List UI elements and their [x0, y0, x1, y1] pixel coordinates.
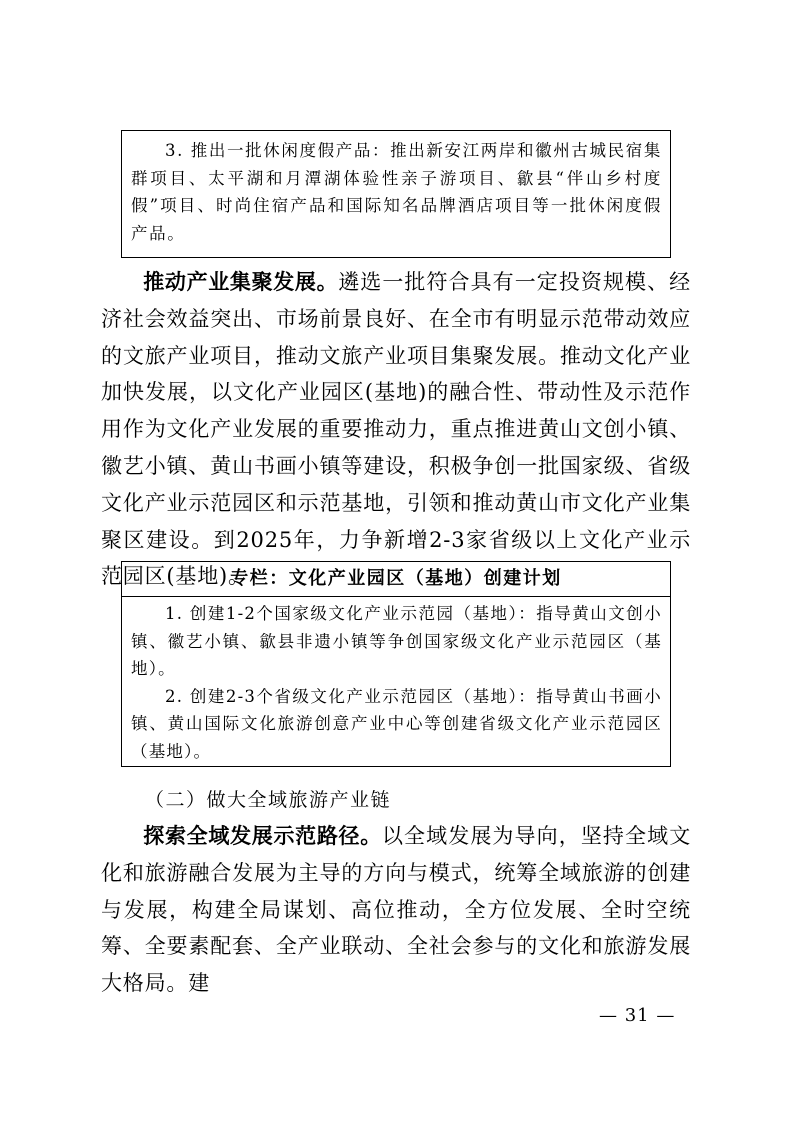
paragraph-industry-cluster	[101, 264, 691, 595]
section-subheading: （二）做大全域旅游产业链	[145, 789, 392, 811]
paragraph-text: 遴选一批符合具有一定投资规模、经济社会效益突出、市场前景良好、在全市有明显示范带动效应的文旅产业项目，推动文旅产业项目集聚发展。推动文化产业加快发展，以文化产业园区(基地)的融合性、带动性及示范作用作为文化产业发展的重要推动力，重点推进黄山文创小镇、徽艺小镇、黄山书画小镇等建设，积极争创一批国家级、省级文化产业示范园区和示范基地，引领和推动黄山市文化产业集聚区建设。到2025年，力争新增2-3家省级以上文化产业示范园区(基地)。	[101, 270, 691, 589]
column-item: 2. 创建2-3个省级文化产业示范园区（基地）：指导黄山书画小镇、黄山国际文化旅游创意产业中心等创建省级文化产业示范园区（基地）。	[131, 686, 662, 761]
page-number: — 31 —	[599, 1005, 676, 1026]
paragraph-lead: 探索全域发展示范路径。	[143, 824, 382, 848]
paragraph-global-tourism	[101, 818, 691, 1002]
column-box-body	[122, 597, 670, 765]
column-box-industrial-park-plan	[121, 561, 671, 767]
column-box-title: 专栏：文化产业园区（基地）创建计划	[122, 562, 670, 597]
column-box-leisure-products	[121, 130, 671, 258]
paragraph-lead: 推动产业集聚发展。	[143, 270, 339, 294]
paragraph-text: 以全域发展为导向，坚持全域文化和旅游融合发展为主导的方向与模式，统筹全域旅游的创建与发展，构建全局谋划、高位推动，全方位发展、全时空统筹、全要素配套、全产业联动、全社会参与的文化和旅游发展大格局。建	[101, 824, 691, 996]
column-item: 1. 创建1-2个国家级文化产业示范园（基地）：指导黄山文创小镇、徽艺小镇、歙县非遗小镇等争创国家级文化产业示范园区（基地）。	[131, 604, 662, 678]
column-box-text: 3. 推出一批休闲度假产品：推出新安江两岸和徽州古城民宿集群项目、太平湖和月潭湖体验性亲子游项目、歙县“伴山乡村度假”项目、时尚住宿产品和国际知名品牌酒店项目等一批休闲度假产品。	[131, 141, 662, 243]
